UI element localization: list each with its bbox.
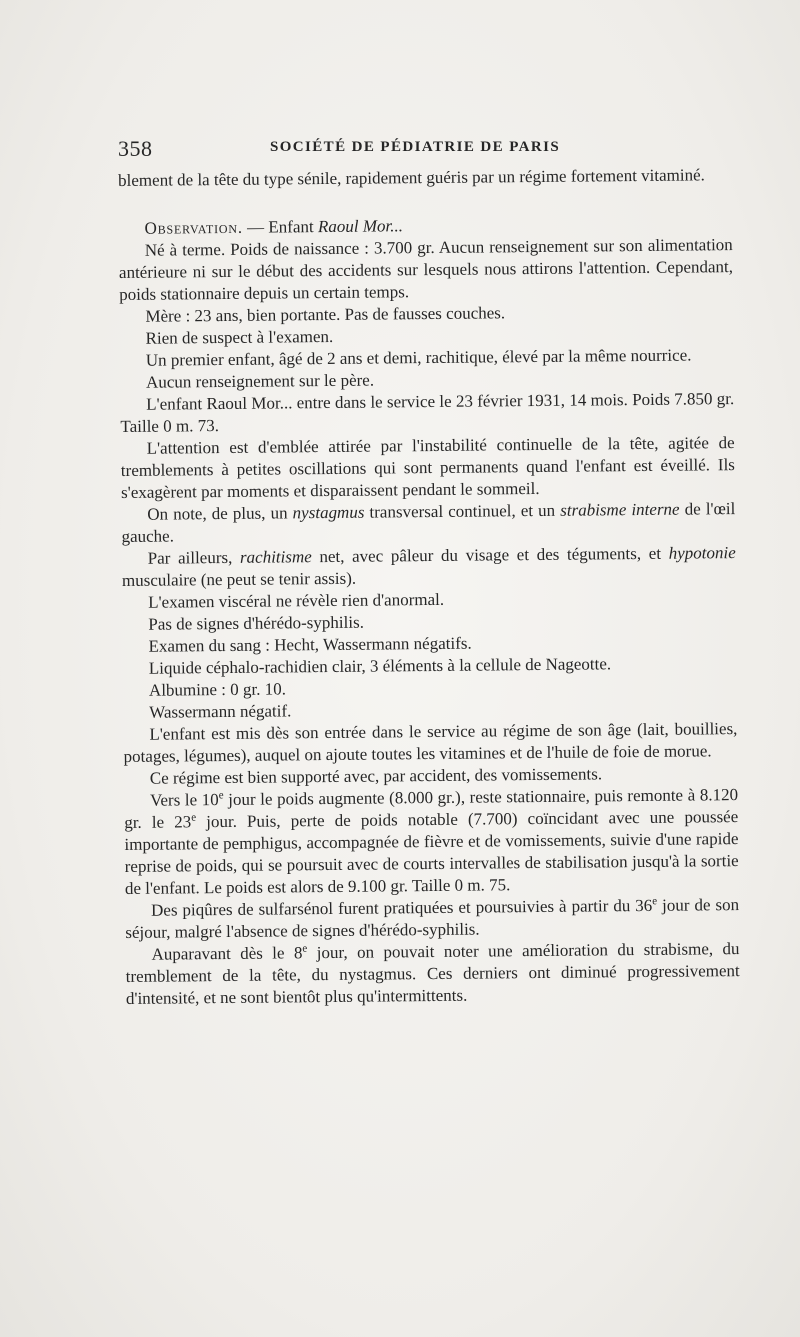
ordinal-superscript: e xyxy=(302,942,308,955)
text-run: Vers le 10 xyxy=(149,790,219,810)
text-run: On note, de plus, un xyxy=(147,503,293,524)
patient-name: Raoul Mor... xyxy=(317,216,404,237)
paragraph xyxy=(125,894,739,944)
italic-term: strabisme interne xyxy=(560,499,680,520)
paragraph: Wassermann négatif. xyxy=(149,701,292,722)
paragraph: L'enfant Raoul Mor... entre dans le service le 23 février 1931, 14 mois. Poids 7.850 gr. Taille 0 m. 73. xyxy=(120,389,735,436)
paragraph: Aucun renseignement sur le père. xyxy=(145,370,375,392)
paragraph: blement de la tête du type sénile, rapidement guéris par un régime fortement vitaminé. xyxy=(118,165,705,190)
paragraph xyxy=(122,542,736,592)
paragraph xyxy=(124,784,739,900)
italic-term: nystagmus xyxy=(292,502,365,523)
text-run: transversal continuel, et un xyxy=(364,500,561,522)
text-run: jour, on pouvait noter une amélioration du strabisme, du tremblement de la tête, du nystagmus. Ces derniers ont diminué progressivement d'intensité, et ne sont bientôt plus qu'intermittents. xyxy=(125,939,740,1008)
paragraph: Pas de signes d'hérédo-syphilis. xyxy=(148,612,364,634)
text-run: net, avec pâleur du visage et des téguments, et xyxy=(311,543,669,567)
paragraph: Rien de suspect à l'examen. xyxy=(145,326,334,348)
paragraph: L'examen viscéral ne révèle rien d'anormal. xyxy=(148,589,445,612)
paragraph: Liquide céphalo-rachidien clair, 3 éléments à la cellule de Nageotte. xyxy=(148,654,612,678)
ordinal-superscript: e xyxy=(652,895,658,908)
text-run: jour. Puis, perte de poids notable (7.700) coïncidant avec une poussée importante de pemphigus, accompagnée de fièvre et de vomissements, suivie d'une rapide reprise de poids, qui se poursuit avec de courts intervalles de stabilisation jusqu'à la sortie de l'enfant. Le poids est alors de 9.100 gr. Taille 0 m. 75. xyxy=(124,807,739,898)
text-run: musculaire (ne peut se tenir assis). xyxy=(121,568,357,590)
paragraph xyxy=(121,498,735,548)
article-body xyxy=(118,164,740,1010)
paragraph: Examen du sang : Hecht, Wassermann négatifs. xyxy=(148,633,472,656)
text-run: de l'œil gauche. xyxy=(121,499,736,546)
paragraph: Un premier enfant, âgé de 2 ans et demi, rachitique, élevé par la même nourrice. xyxy=(145,345,692,370)
italic-term: hypotonie xyxy=(668,543,736,563)
page-number: 358 xyxy=(118,136,153,161)
paragraph xyxy=(125,938,740,1010)
paragraph: L'enfant est mis dès son entrée dans le service au régime de son âge (lait, bouillies, potages, légumes), auquel on ajoute toutes les vitamines et de l'huile de foie de morue. xyxy=(123,719,738,766)
page-header xyxy=(118,136,730,166)
ordinal-superscript: e xyxy=(218,789,224,802)
paragraph: L'attention est d'emblée attirée par l'instabilité continuelle de la tête, agitée de tremblements à petites oscillations qui sont permanents quand l'enfant est éveillé. Ils s'exagèrent par moments et disparaissent pendant le sommeil. xyxy=(120,433,735,502)
observation-label: Observation. xyxy=(144,217,243,238)
text-run: jour le poids augmente (8.000 gr.), reste stationnaire, puis remonte à 8.120 gr. le 23 xyxy=(124,785,739,832)
text-run: Auparavant dès le 8 xyxy=(151,943,303,964)
text-run: Par ailleurs, xyxy=(147,547,241,568)
text-run: jour de son séjour, malgré l'absence de signes d'hérédo-syphilis. xyxy=(125,895,740,942)
paragraph: Mère : 23 ans, bien portante. Pas de fausses couches. xyxy=(145,303,506,326)
paragraph: Ce régime est bien supporté avec, par accident, des vomissements. xyxy=(149,764,603,788)
italic-term: rachitisme xyxy=(239,547,312,567)
paragraph: Né à terme. Poids de naissance : 3.700 gr. Aucun renseignement sur son alimentation antérieure ni sur le début des accidents sur lesquels nous attirons l'attention. Cependant, poids stationnaire depuis un certain temps. xyxy=(118,235,734,304)
paragraph: Albumine : 0 gr. 10. xyxy=(148,679,287,700)
running-title: SOCIÉTÉ DE PÉDIATRIE DE PARIS xyxy=(270,139,561,155)
observation-dash: — Enfant xyxy=(242,217,319,237)
text-run: Des piqûres de sulfarsénol furent pratiquées et poursuivies à partir du 36 xyxy=(151,895,653,920)
ordinal-superscript: e xyxy=(191,811,197,824)
